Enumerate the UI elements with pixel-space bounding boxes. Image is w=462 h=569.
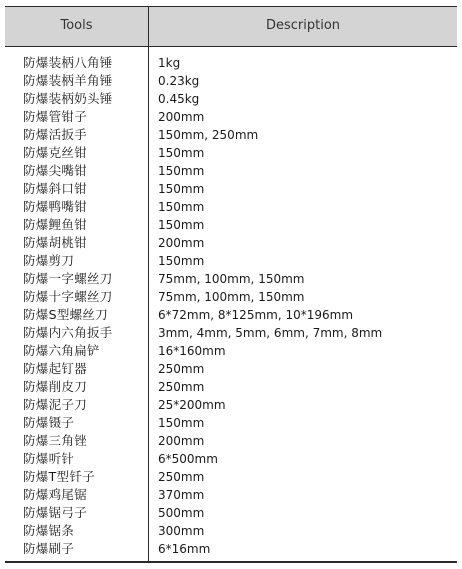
table-row bbox=[5, 252, 457, 270]
table-row bbox=[5, 216, 457, 234]
table-row bbox=[5, 360, 457, 378]
column-header-tools: Tools bbox=[60, 18, 93, 33]
description-cell: 6*16mm bbox=[158, 542, 211, 556]
description-cell: 150mm, 250mm bbox=[158, 128, 259, 142]
table-row bbox=[5, 450, 457, 468]
description-cell: 500mm bbox=[158, 506, 205, 520]
tool-name-cell: 防爆六角扁铲 bbox=[23, 343, 100, 358]
table-row bbox=[5, 180, 457, 198]
table-row bbox=[5, 144, 457, 162]
tool-name-cell: 防爆斜口钳 bbox=[23, 181, 88, 196]
tool-name-cell: 防爆刷子 bbox=[23, 541, 75, 556]
description-cell: 370mm bbox=[158, 488, 205, 502]
table-row bbox=[5, 504, 457, 522]
description-cell: 6*500mm bbox=[158, 452, 218, 466]
tool-name-cell: 防爆泥子刀 bbox=[23, 397, 88, 412]
tool-name-cell: 防爆十字螺丝刀 bbox=[23, 289, 113, 304]
description-cell: 200mm bbox=[158, 110, 205, 124]
table-row bbox=[5, 414, 457, 432]
tool-name-cell: 防爆装柄羊角锤 bbox=[23, 73, 113, 88]
table-row bbox=[5, 306, 457, 324]
description-cell: 1kg bbox=[158, 56, 181, 70]
table-row bbox=[5, 54, 457, 72]
table-row bbox=[5, 108, 457, 126]
description-cell: 150mm bbox=[158, 164, 205, 178]
table-row bbox=[5, 162, 457, 180]
tool-name-cell: 防爆镊子 bbox=[23, 415, 75, 430]
tools-table bbox=[5, 6, 457, 563]
table-row bbox=[5, 324, 457, 342]
table-row bbox=[5, 378, 457, 396]
description-cell: 200mm bbox=[158, 434, 205, 448]
description-cell: 75mm, 100mm, 150mm bbox=[158, 290, 305, 304]
description-cell: 0.23kg bbox=[158, 74, 200, 88]
table-bottom-rule bbox=[5, 561, 457, 563]
description-cell: 150mm bbox=[158, 254, 205, 268]
table-row bbox=[5, 288, 457, 306]
tool-name-cell: 防爆鲤鱼钳 bbox=[23, 217, 88, 232]
tool-name-cell: 防爆装柄奶头锤 bbox=[23, 91, 113, 106]
tool-name-cell: 防爆听针 bbox=[23, 451, 75, 466]
tool-name-cell: 防爆活扳手 bbox=[23, 127, 88, 142]
description-cell: 150mm bbox=[158, 416, 205, 430]
tool-name-cell: 防爆锯条 bbox=[23, 523, 75, 538]
table-row bbox=[5, 540, 457, 558]
tool-name-cell: 防爆胡桃钳 bbox=[23, 235, 88, 250]
table-row bbox=[5, 90, 457, 108]
tool-name-cell: 防爆装柄八角锤 bbox=[23, 55, 113, 70]
table-row bbox=[5, 72, 457, 90]
tool-name-cell: 防爆S型螺丝刀 bbox=[23, 307, 109, 322]
tool-name-cell: 防爆鸡尾锯 bbox=[23, 487, 88, 502]
description-cell: 0.45kg bbox=[158, 92, 200, 106]
table-header bbox=[5, 6, 457, 47]
description-cell: 150mm bbox=[158, 146, 205, 160]
description-cell: 150mm bbox=[158, 182, 205, 196]
tool-name-cell: 防爆内六角扳手 bbox=[23, 325, 113, 340]
description-cell: 75mm, 100mm, 150mm bbox=[158, 272, 305, 286]
description-cell: 6*72mm, 8*125mm, 10*196mm bbox=[158, 308, 354, 322]
description-cell: 16*160mm bbox=[158, 344, 226, 358]
table-row bbox=[5, 522, 457, 540]
tool-name-cell: 防爆三角锉 bbox=[23, 433, 88, 448]
tool-name-cell: 防爆鸭嘴钳 bbox=[23, 199, 88, 214]
table-row bbox=[5, 126, 457, 144]
description-cell: 250mm bbox=[158, 362, 205, 376]
tool-name-cell: 防爆一字螺丝刀 bbox=[23, 271, 113, 286]
description-cell: 3mm, 4mm, 5mm, 6mm, 7mm, 8mm bbox=[158, 326, 383, 340]
tool-name-cell: 防爆起钉器 bbox=[23, 361, 88, 376]
description-cell: 150mm bbox=[158, 218, 205, 232]
table-row bbox=[5, 396, 457, 414]
tool-name-cell: 防爆剪刀 bbox=[23, 253, 75, 268]
tool-name-cell: 防爆削皮刀 bbox=[23, 379, 88, 394]
tool-name-cell: 防爆克丝钳 bbox=[23, 145, 88, 160]
table-row bbox=[5, 432, 457, 450]
column-header-description: Description bbox=[265, 18, 341, 33]
table-row bbox=[5, 198, 457, 216]
description-cell: 25*200mm bbox=[158, 398, 226, 412]
table-row bbox=[5, 486, 457, 504]
table-row bbox=[5, 468, 457, 486]
table-row bbox=[5, 270, 457, 288]
tool-name-cell: 防爆管钳子 bbox=[23, 109, 88, 124]
description-cell: 300mm bbox=[158, 524, 205, 538]
description-cell: 250mm bbox=[158, 380, 205, 394]
table-row bbox=[5, 234, 457, 252]
tool-name-cell: 防爆尖嘴钳 bbox=[23, 163, 88, 178]
table-row bbox=[5, 342, 457, 360]
tool-name-cell: 防爆锯弓子 bbox=[23, 505, 88, 520]
description-cell: 200mm bbox=[158, 236, 205, 250]
description-cell: 150mm bbox=[158, 200, 205, 214]
description-cell: 250mm bbox=[158, 470, 205, 484]
tool-name-cell: 防爆T型钎子 bbox=[23, 469, 95, 484]
table-body bbox=[5, 54, 457, 558]
